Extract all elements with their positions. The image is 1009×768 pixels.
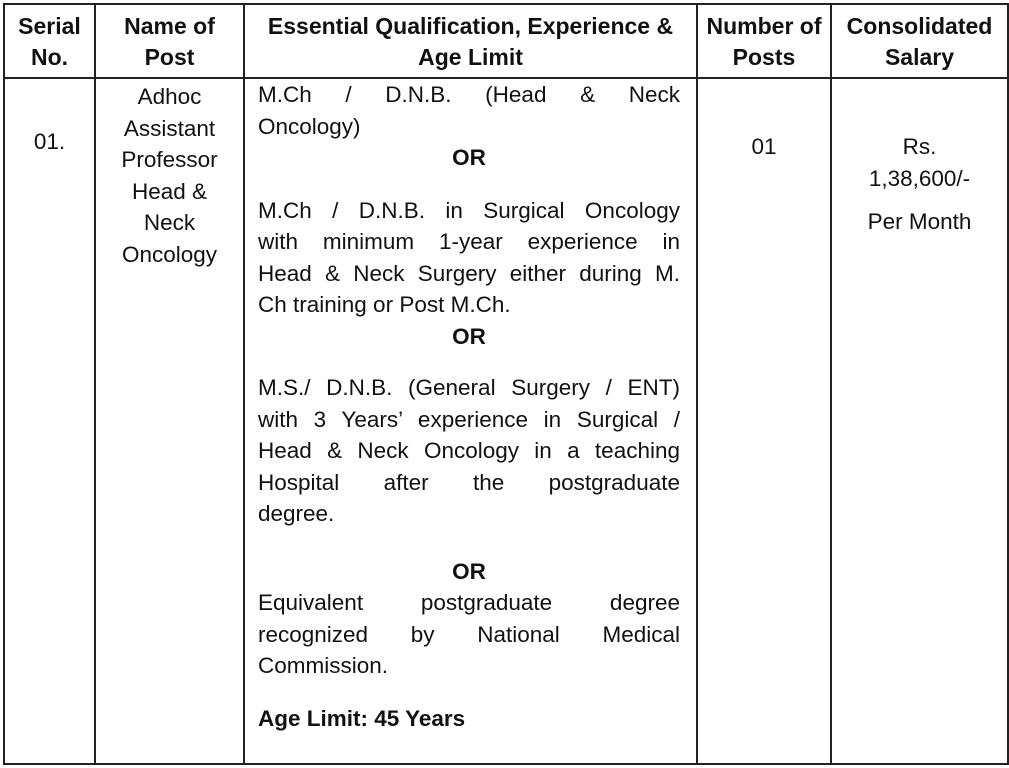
- salary-cell: [831, 78, 1008, 764]
- header-serial: Serial No.: [4, 4, 95, 78]
- number-of-posts-cell: 01: [697, 78, 831, 764]
- post-name-line: Adhoc: [137, 84, 202, 109]
- qualification-line: with minimum 1-year experience in: [258, 229, 680, 254]
- qualification-line: Head & Neck Surgery either during M.: [258, 260, 680, 286]
- salary-amount: 1,38,600/-: [868, 165, 971, 191]
- qualification-line: degree.: [258, 501, 335, 526]
- qualification-cell: [244, 78, 697, 764]
- qualification-line: Commission.: [258, 653, 389, 678]
- qualification-line: Hospital after the postgraduate: [258, 469, 680, 495]
- qualification-line: Equivalent postgraduate degree: [258, 590, 680, 615]
- age-limit: Age Limit: 45 Years: [258, 705, 466, 731]
- or-separator: OR: [452, 323, 486, 349]
- salary-currency: Rs.: [902, 134, 937, 159]
- qualification-line: Ch training or Post M.Ch.: [258, 292, 511, 317]
- qualification-line: M.S./ D.N.B. (General Surgery / ENT): [258, 375, 680, 400]
- qualification-line: M.Ch / D.N.B. in Surgical Oncology: [258, 197, 680, 223]
- qualification-line: recognized by National Medical: [258, 621, 680, 647]
- post-name-line: Head &: [131, 178, 208, 204]
- recruitment-table: [3, 3, 1009, 765]
- or-separator: OR: [452, 558, 486, 584]
- header-salary: Consolidated Salary: [831, 4, 1008, 78]
- post-name-line: Professor: [121, 147, 218, 172]
- qualification-line: Oncology): [258, 113, 361, 139]
- qualification-line: Head & Neck Oncology in a teaching: [258, 438, 680, 463]
- qualification-line: with 3 Years’ experience in Surgical /: [258, 406, 680, 432]
- header-number-of-posts: Number of Posts: [697, 4, 831, 78]
- post-name-line: Neck: [143, 210, 196, 235]
- post-name-line: Oncology: [121, 241, 218, 267]
- header-qualification: Essential Qualification, Experience & Age Limit: [244, 4, 697, 78]
- post-name-line: Assistant: [123, 115, 216, 141]
- table-row: [4, 78, 1008, 764]
- post-name-cell: [95, 78, 244, 764]
- salary-period: Per Month: [867, 209, 972, 234]
- qualification-line: M.Ch / D.N.B. (Head & Neck: [258, 82, 680, 107]
- serial-cell: 01.: [4, 78, 95, 764]
- header-row: [4, 4, 1008, 78]
- header-post: Name of Post: [95, 4, 244, 78]
- or-separator: OR: [452, 145, 486, 170]
